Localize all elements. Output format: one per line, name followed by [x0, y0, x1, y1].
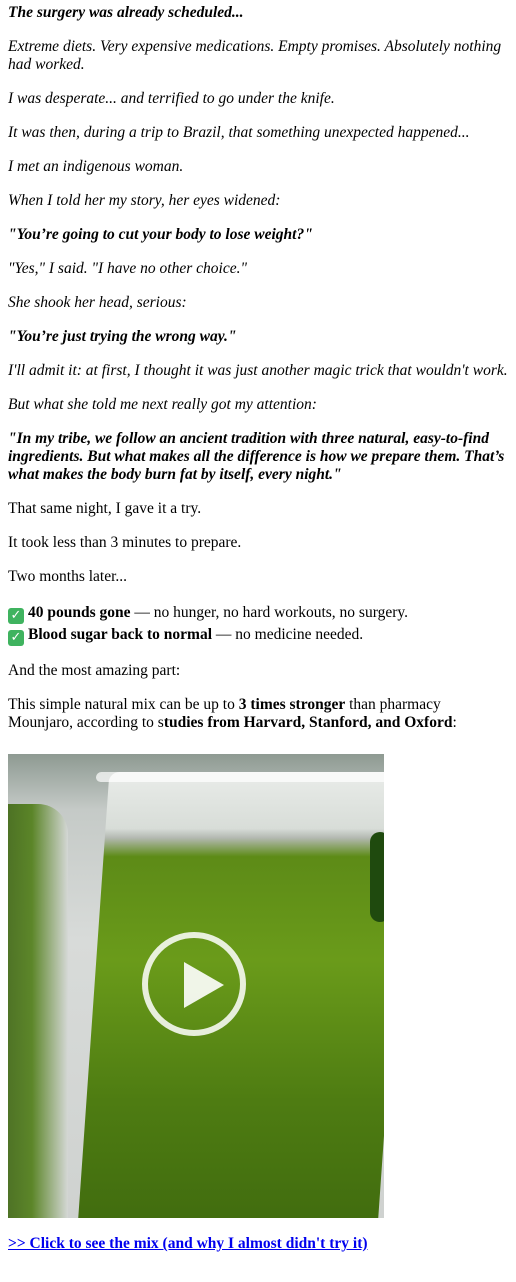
result-item: [8, 602, 508, 624]
result-highlight: Blood sugar back to normal: [28, 626, 213, 643]
article: [0, 4, 516, 1253]
paragraph: I'll admit it: at first, I thought it was just another magic trick that wouldn't work.: [8, 362, 508, 379]
paragraph: Extreme diets. Very expensive medications. Empty promises. Absolutely nothing had worked.: [8, 38, 502, 73]
result-highlight: 40 pounds gone: [28, 604, 131, 621]
play-icon[interactable]: [142, 932, 246, 1036]
claim-text: This simple natural mix can be up to: [8, 696, 239, 713]
glass-rim: [96, 772, 384, 782]
paragraph: "Yes," I said. "I have no other choice.": [8, 260, 247, 277]
cta-link[interactable]: >> Click to see the mix (and why I almost didn't try it): [8, 1235, 368, 1252]
quote: "You’re going to cut your body to lose weight?": [8, 226, 313, 243]
video-player[interactable]: [8, 754, 384, 1218]
paragraph: But what she told me next really got my attention:: [8, 396, 317, 413]
paragraph: I met an indigenous woman.: [8, 158, 184, 175]
result-detail: — no medicine needed.: [212, 626, 364, 643]
quote: "You’re just trying the wrong way.": [8, 328, 237, 345]
result-detail: — no hunger, no hard workouts, no surgery.: [130, 604, 408, 621]
result-item: [8, 624, 508, 646]
paragraph: It was then, during a trip to Brazil, that something unexpected happened...: [8, 124, 470, 141]
claim-text: than pharmacy Mounjaro, according to s: [8, 696, 441, 731]
paragraph: Two months later...: [8, 568, 128, 585]
claim-highlight: 3 times stronger: [238, 696, 346, 713]
claim-paragraph: [8, 696, 508, 732]
claim-text: :: [452, 714, 457, 731]
claim-highlight: tudies from Harvard, Stanford, and Oxford: [163, 714, 453, 731]
paragraph: She shook her head, serious:: [8, 294, 187, 311]
headline: The surgery was already scheduled...: [8, 4, 244, 21]
check-mark-icon: ✓: [8, 630, 24, 646]
check-mark-icon: ✓: [8, 608, 24, 624]
paragraph: When I told her my story, her eyes widened:: [8, 192, 281, 209]
background-object: [370, 832, 384, 922]
results-list: [8, 602, 508, 646]
paragraph: That same night, I gave it a try.: [8, 500, 202, 517]
quote: "In my tribe, we follow an ancient tradition with three natural, easy-to-find ingredients. But what makes all the difference is how we prepare them. That’s what makes the body burn fat by itself, every night.": [8, 430, 505, 483]
background-glass: [8, 804, 68, 1218]
paragraph: It took less than 3 minutes to prepare.: [8, 534, 242, 551]
paragraph: I was desperate... and terrified to go under the knife.: [8, 90, 335, 107]
paragraph: And the most amazing part:: [8, 662, 181, 679]
